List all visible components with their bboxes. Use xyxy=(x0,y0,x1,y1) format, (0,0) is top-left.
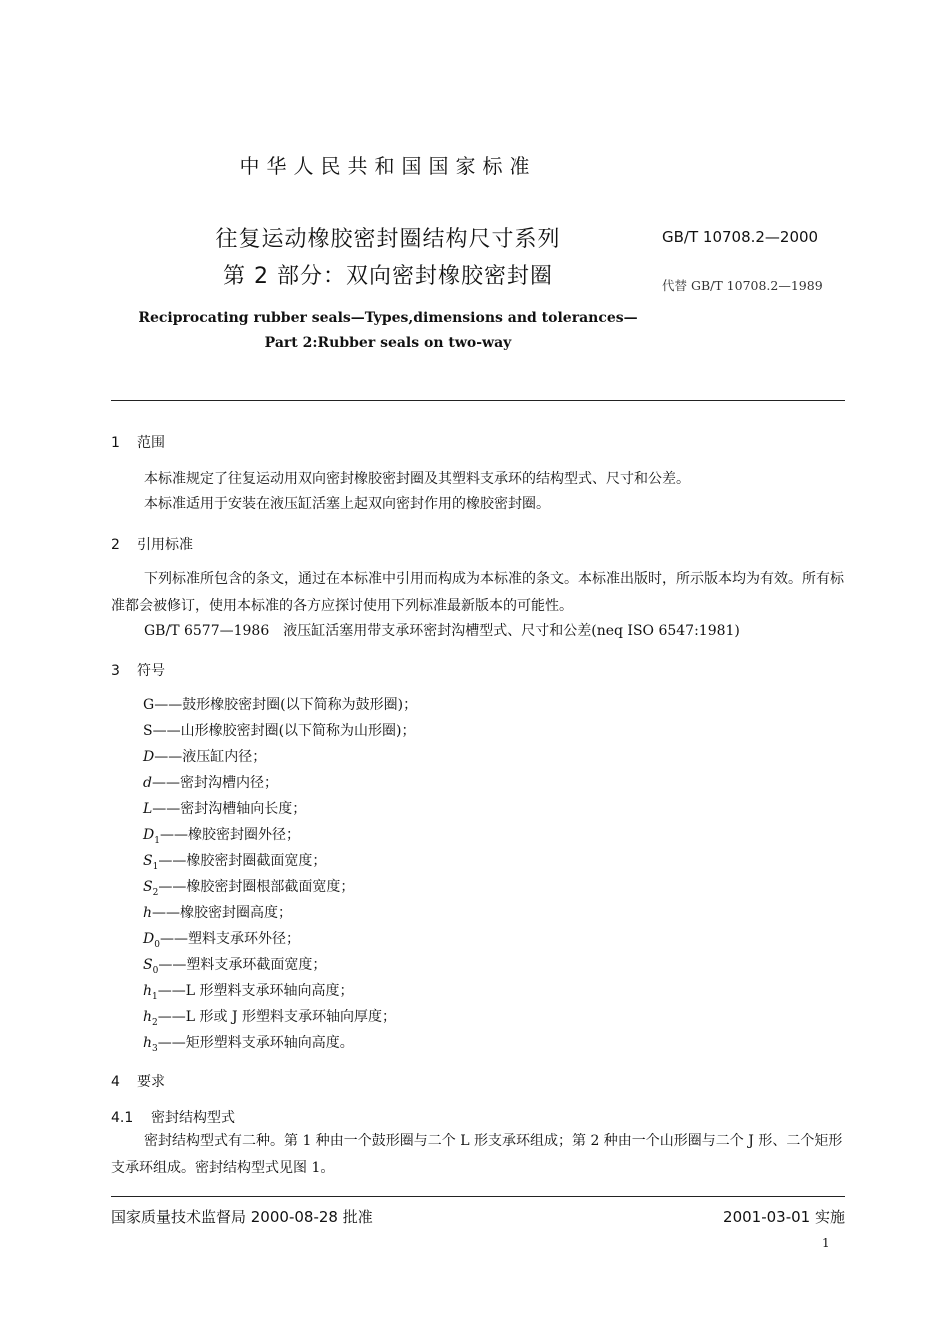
section-title: 符号 xyxy=(137,663,165,679)
symbol: G xyxy=(143,697,155,713)
page-number: 1 xyxy=(822,1236,830,1250)
section-number: 4 xyxy=(111,1074,120,1090)
symbol-definition xyxy=(143,876,354,898)
section-1-paragraph-1: 本标准规定了往复运动用双向密封橡胶密封圈及其塑料支承环的结构型式、尺寸和公差。 xyxy=(144,471,690,487)
symbol-description: ——密封沟槽轴向长度； xyxy=(152,801,307,817)
title-line-2: 第 2 部分：双向密封橡胶密封圈 xyxy=(223,264,553,289)
section-1-paragraph-2: 本标准适用于安装在液压缸活塞上起双向密封作用的橡胶密封圈。 xyxy=(144,496,550,512)
section-4-heading xyxy=(111,1071,165,1091)
symbol-definition xyxy=(143,824,300,846)
symbol: h xyxy=(143,983,153,999)
section-3-heading xyxy=(111,660,165,680)
symbol-definition xyxy=(143,772,278,792)
symbol: d xyxy=(143,775,152,791)
subsection-title: 密封结构型式 xyxy=(151,1110,235,1126)
symbol: L xyxy=(143,801,153,817)
section-title: 引用标准 xyxy=(137,537,193,553)
symbol: h xyxy=(143,1009,153,1025)
symbol: S xyxy=(143,723,153,739)
symbol-subscript: 3 xyxy=(152,1043,158,1054)
symbol-definition xyxy=(143,980,354,1002)
section-2-reference: GB/T 6577—1986 液压缸活塞用带支承环密封沟槽型式、尺寸和公差(neq ISO 6547:1981) xyxy=(144,623,740,639)
symbol: D xyxy=(143,749,155,765)
replaces-note: 代替 GB/T 10708.2—1989 xyxy=(662,278,823,293)
section-number: 1 xyxy=(111,435,120,451)
subsection-4-1-heading xyxy=(111,1107,235,1127)
symbol-description: ——塑料支承环截面宽度； xyxy=(158,957,327,973)
symbol: S xyxy=(143,853,153,869)
symbol: D xyxy=(143,931,155,947)
symbol-definition xyxy=(143,928,300,950)
footer-divider xyxy=(111,1196,845,1197)
symbol-description: ——矩形塑料支承环轴向高度。 xyxy=(157,1035,354,1051)
symbol-description: ——密封沟槽内径； xyxy=(151,775,278,791)
section-number: 3 xyxy=(111,663,120,679)
symbol-description: ——鼓形橡胶密封圈(以下简称为鼓形圈)； xyxy=(154,697,418,713)
header-divider xyxy=(111,400,845,401)
section-2-heading xyxy=(111,534,193,554)
symbol-description: ——橡胶密封圈外径； xyxy=(159,827,300,843)
title-line-1: 往复运动橡胶密封圈结构尺寸系列 xyxy=(215,227,561,252)
symbol-definition xyxy=(143,954,326,976)
symbol-subscript: 1 xyxy=(154,835,160,846)
symbol-subscript: 2 xyxy=(152,887,159,898)
section-number: 2 xyxy=(111,537,120,553)
subsection-number: 4.1 xyxy=(111,1110,134,1126)
english-title-line-2: Part 2:Rubber seals on two-way xyxy=(264,335,512,351)
symbol-description: ——橡胶密封圈根部截面宽度； xyxy=(158,879,355,895)
symbol-subscript: 0 xyxy=(154,939,160,950)
symbol-description: ——L 形塑料支承环轴向高度； xyxy=(157,983,354,999)
symbol-subscript: 2 xyxy=(152,1017,158,1028)
section-title: 要求 xyxy=(137,1074,165,1090)
symbol: h xyxy=(143,905,153,921)
symbol-definition xyxy=(143,694,417,714)
symbol-definition xyxy=(143,720,416,740)
symbol-definition xyxy=(143,746,266,766)
symbol-description: ——液压缸内径； xyxy=(154,749,267,765)
symbol-description: ——塑料支承环外径； xyxy=(159,931,300,947)
english-title-line-1: Reciprocating rubber seals—Types,dimensions and tolerances— xyxy=(138,310,638,326)
symbol: D xyxy=(143,827,155,843)
national-standard-header: 中华人民共和国国家标准 xyxy=(239,154,537,178)
symbol: h xyxy=(143,1035,153,1051)
section-1-heading xyxy=(111,432,165,452)
symbol-description: ——山形橡胶密封圈(以下简称为山形圈)； xyxy=(152,723,416,739)
section-2-paragraph-1: 下列标准所包含的条文，通过在本标准中引用而构成为本标准的条文。本标准出版时，所示版本均为有效。所有标准都会被修订，使用本标准的各方应探讨使用下列标准最新版本的可能性。 xyxy=(111,571,844,614)
effective-date: 2001-03-01 实施 xyxy=(723,1208,845,1226)
symbol-description: ——橡胶密封圈截面宽度； xyxy=(158,853,327,869)
symbol: S xyxy=(143,879,153,895)
symbol-definition xyxy=(143,1006,396,1028)
symbol-subscript: 1 xyxy=(152,861,159,872)
symbol-subscript: 0 xyxy=(152,965,159,976)
symbol-description: ——橡胶密封圈高度； xyxy=(152,905,293,921)
standard-code: GB/T 10708.2—2000 xyxy=(662,228,819,246)
symbol-definition xyxy=(143,1032,354,1054)
section-title: 范围 xyxy=(137,435,165,451)
symbol-description: ——L 形或 J 形塑料支承环轴向厚度； xyxy=(157,1009,397,1025)
issuer-approval: 国家质量技术监督局 2000-08-28 批准 xyxy=(111,1208,373,1226)
symbol-definition xyxy=(143,902,292,922)
symbol: S xyxy=(143,957,153,973)
symbol-definition xyxy=(143,798,306,818)
symbol-definition xyxy=(143,850,326,872)
symbol-subscript: 1 xyxy=(152,991,158,1002)
section-4-1-paragraph: 密封结构型式有二种。第 1 种由一个鼓形圈与二个 L 形支承环组成；第 2 种由一个山形圈与二个 J 形、二个矩形支承环组成。密封结构型式见图 1。 xyxy=(111,1133,843,1176)
